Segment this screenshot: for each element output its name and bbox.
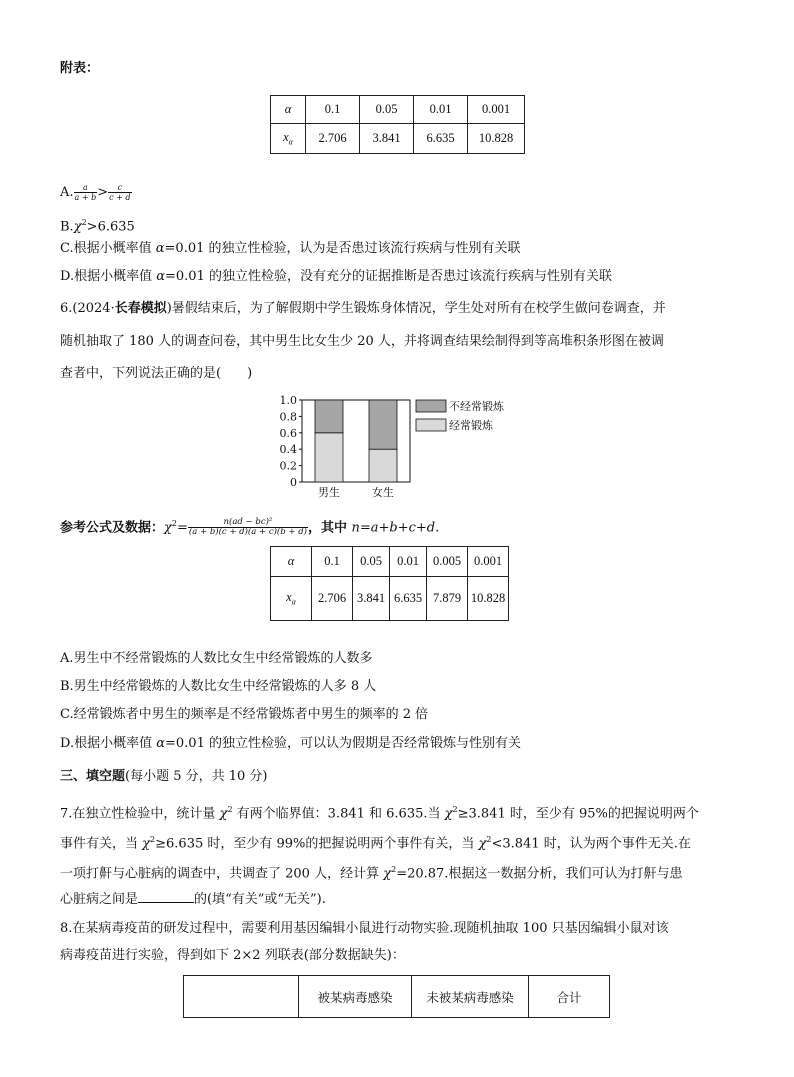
contingency-header-empty xyxy=(184,976,299,1018)
q6-option-a: A.男生中不经常锻炼的人数比女生中经常锻炼的人数多 xyxy=(60,651,373,666)
critical-value-table-2 xyxy=(270,546,509,621)
table2-header-cell: 0.1 xyxy=(312,547,353,577)
q6-option-d: D.根据小概率值 α=0.01 的独立性检验，可以认为假期是否经常锻炼与性别有关 xyxy=(60,736,521,751)
table2-header-alpha: α xyxy=(271,547,312,577)
table1-header-cell: 0.01 xyxy=(414,96,468,124)
table1-header-cell: 0.1 xyxy=(306,96,360,124)
q8-line-2: 病毒疫苗进行实验，得到如下 2×2 列联表(部分数据缺失)： xyxy=(60,948,405,963)
q6-option-c: C.经常锻炼者中男生的频率是不经常锻炼者中男生的频率的 2 倍 xyxy=(60,707,429,722)
q5-option-a: A. $\frac{a}{a + b}$ > $\frac{c}{c + d}$ xyxy=(60,183,131,202)
q6-option-b: B.男生中经常锻炼的人数比女生中经常锻炼的人多 8 人 xyxy=(60,679,377,694)
table1-cell: 3.841 xyxy=(360,124,414,154)
section-title: 三、填空题(每小题 5 分，共 10 分) xyxy=(60,769,268,784)
y-tick-label: 1.0 xyxy=(279,394,297,407)
table1-cell: 2.706 xyxy=(306,124,360,154)
q7-line-2: 事件有关，当 $\chi^2\ge 6.635$ 时，至少有 99%的把握说明两个事件有关，当 $\chi^2<3.841$ 时，认为两个事件无关.在 xyxy=(60,835,691,852)
q7-line-3: 一项打鼾与心脏病的调查中，共调查了 200 人，经计算 $\chi^2=20.87$.根据这一数据分析，我们可认为打鼾与患 xyxy=(60,865,683,882)
table1-row-label: $x_\alpha$ xyxy=(271,124,306,154)
answer-blank[interactable] xyxy=(138,890,194,903)
contingency-header-cell: 未被某病毒感染 xyxy=(412,976,529,1018)
table2-row-label: $x_\alpha$ xyxy=(271,577,312,621)
q7-line-1: 7.在独立性检验中，统计量 $\chi^2$ 有两个临界值：3.841 和 6.635.当 $\chi^2\ge 3.841$ 时，至少有 95%的把握说明两个 xyxy=(60,805,699,822)
table1-header-cell: 0.05 xyxy=(360,96,414,124)
legend-swatch xyxy=(416,419,446,431)
table1-header-alpha: α xyxy=(271,96,306,124)
bar-segment xyxy=(369,400,397,449)
table1-header-cell: 0.001 xyxy=(468,96,525,124)
q5-option-d: D.根据小概率值 α=0.01 的独立性检验，没有充分的证据推断是否患过该流行疾病与性别有关联 xyxy=(60,269,612,284)
x-category-label: 女生 xyxy=(372,486,394,499)
q8-line-1: 8.在某病毒疫苗的研发过程中，需要利用基因编辑小鼠进行动物实验.现随机抽取 100 只基因编辑小鼠对该 xyxy=(60,921,669,936)
table2-header-cell: 0.005 xyxy=(427,547,468,577)
y-tick-label: 0 xyxy=(290,476,297,489)
table2-cell: 10.828 xyxy=(468,577,509,621)
table2-cell: 2.706 xyxy=(312,577,353,621)
q6-line-3: 查者中，下列说法正确的是( ) xyxy=(60,366,253,381)
critical-value-table-1 xyxy=(270,95,525,154)
contingency-table xyxy=(183,975,610,1018)
table2-header-cell: 0.05 xyxy=(353,547,390,577)
appendix-label: 附表： xyxy=(60,61,100,76)
table2-header-cell: 0.01 xyxy=(390,547,427,577)
table2-cell: 3.841 xyxy=(353,577,390,621)
q5-option-b: $B.\chi^2>6.635$ xyxy=(60,218,135,235)
contingency-header-cell: 被某病毒感染 xyxy=(299,976,412,1018)
table1-cell: 10.828 xyxy=(468,124,525,154)
y-tick-label: 0.4 xyxy=(279,443,297,457)
reference-formula: 参考公式及数据：$\chi^2=$ $\frac{\text{n(ad − bc)²}}{(a + b)(c + d)(a + c)(b + d)}$ ，其中 n=a+b+c+d. xyxy=(60,517,440,538)
bar-segment xyxy=(369,449,397,482)
q5-option-c: C.根据小概率值 α=0.01 的独立性检验，认为是否患过该流行疾病与性别有关联 xyxy=(60,241,521,256)
x-category-label: 男生 xyxy=(318,486,340,499)
q7-line-4: 心脏病之间是 的(填“有关”或“无关”). xyxy=(60,892,326,907)
stacked-bar-chart xyxy=(270,390,530,505)
table2-cell: 7.879 xyxy=(427,577,468,621)
legend-swatch xyxy=(416,400,446,412)
table2-header-cell: 0.001 xyxy=(468,547,509,577)
y-tick-label: 0.6 xyxy=(279,426,297,440)
q6-line-1: 6.(2024·长春模拟)暑假结束后，为了解假期中学生锻炼身体情况，学生处对所有在校学生做问卷调查，并 xyxy=(60,301,666,316)
legend-label: 不经常锻炼 xyxy=(449,400,504,413)
legend-label: 经常锻炼 xyxy=(449,419,493,432)
y-tick-label: 0.2 xyxy=(279,459,297,473)
q6-line-2: 随机抽取了 180 人的调查问卷，其中男生比女生少 20 人，并将调查结果绘制得到等高堆积条形图在被调 xyxy=(60,334,664,349)
table2-cell: 6.635 xyxy=(390,577,427,621)
contingency-header-cell: 合计 xyxy=(529,976,610,1018)
bar-segment xyxy=(315,400,343,433)
bar-segment xyxy=(315,433,343,482)
y-tick-label: 0.8 xyxy=(279,410,297,424)
table1-cell: 6.635 xyxy=(414,124,468,154)
